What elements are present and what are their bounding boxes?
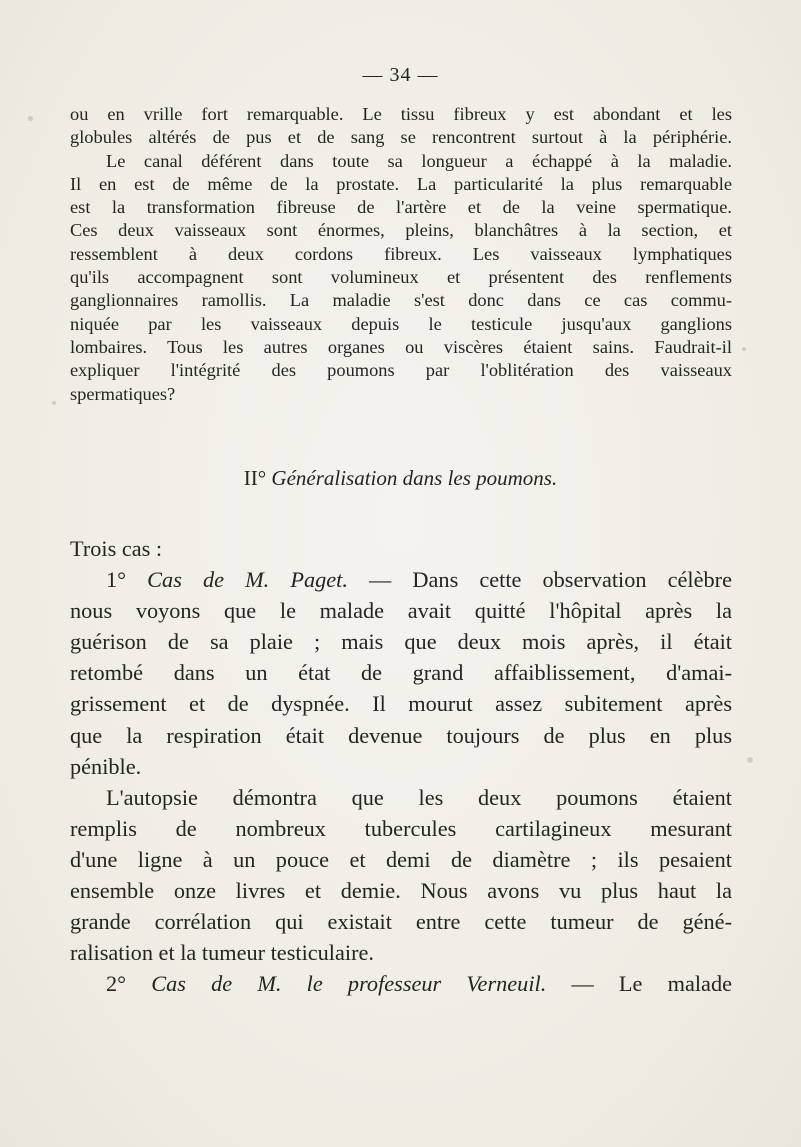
text-line: grande corrélation qui existait entre cette tumeur de géné- [70, 909, 732, 935]
case1-first-line-rest: — Dans cette observation célèbre [369, 567, 732, 593]
text-line: ressemblent à deux cordons fibreux. Les vaisseaux lymphatiques [70, 243, 732, 264]
text-line: Le canal déférent dans toute sa longueur a échappé à la maladie. [106, 150, 732, 171]
section-heading [0, 466, 801, 491]
text-line: ou en vrille fort remarquable. Le tissu fibreux y est abondant et les [70, 104, 732, 124]
text-line: que la respiration était devenue toujours de plus en plus [70, 722, 732, 748]
case2-line [70, 968, 732, 999]
text-line: L'autopsie démontra que les deux poumons étaient [106, 784, 732, 810]
text-line: guérison de sa plaie ; mais que deux mois après, il était [70, 629, 732, 655]
text-line: spermatiques? [70, 383, 176, 404]
text-line: expliquer l'intégrité des poumons par l'oblitération des vaisseaux [70, 360, 732, 381]
paper-speck [747, 757, 753, 763]
text-line: retombé dans un état de grand affaiblissement, d'amai- [70, 660, 732, 686]
text-line: est la transformation fibreuse de l'artère et de la veine spermatique. [70, 197, 732, 218]
case2-label: 2° [106, 971, 127, 997]
case2-title: Cas de M. le professeur Verneuil. [151, 971, 547, 997]
text-line: ganglionnaires ramollis. La maladie s'est donc dans ce cas commu- [70, 290, 732, 311]
text-line: globules altérés de pus et de sang se rencontrent surtout à la périphérie. [70, 127, 732, 148]
case1-first-line [70, 564, 732, 595]
text-line: Il en est de même de la prostate. La particularité la plus remarquable [70, 173, 732, 194]
intro-paragraph [70, 103, 732, 406]
text-line: lombaires. Tous les autres organes ou viscères étaient sains. Faudrait-il [70, 336, 732, 357]
text-line: Ces deux vaisseaux sont énormes, pleins, blanchâtres à la section, et [70, 220, 732, 241]
paper-speck [742, 347, 746, 351]
text-line: ralisation et la tumeur testiculaire. [70, 940, 374, 966]
case1-title: Cas de M. Paget. [147, 567, 348, 593]
text-line: grissement et de dyspnée. Il mourut assez subitement après [70, 691, 732, 717]
case2-rest: — Le malade [571, 971, 732, 997]
text-line: d'une ligne à un pouce et demi de diamètre ; ils pesaient [70, 846, 732, 872]
text-line: ensemble onze livres et demie. Nous avons vu plus haut la [70, 878, 732, 904]
paper-speck [28, 116, 33, 121]
section-title: Généralisation dans les poumons. [271, 466, 558, 490]
text-line: qu'ils accompagnent sont volumineux et présentent des renflements [70, 267, 732, 288]
text-line: remplis de nombreux tubercules cartilagineux mesurant [70, 815, 732, 841]
paper-speck [52, 401, 56, 405]
text-line: nous voyons que le malade avait quitté l'hôpital après la [70, 598, 732, 624]
section-numeral: II° [243, 466, 267, 490]
cases-text [70, 533, 732, 999]
text-line: niquée par les vaisseaux depuis le testicule jusqu'aux ganglions [70, 313, 732, 334]
page-number: — 34 — [362, 64, 439, 86]
cases-intro: Trois cas : [70, 536, 163, 561]
case1-label: 1° [106, 567, 127, 593]
text-line: pénible. [70, 753, 142, 779]
